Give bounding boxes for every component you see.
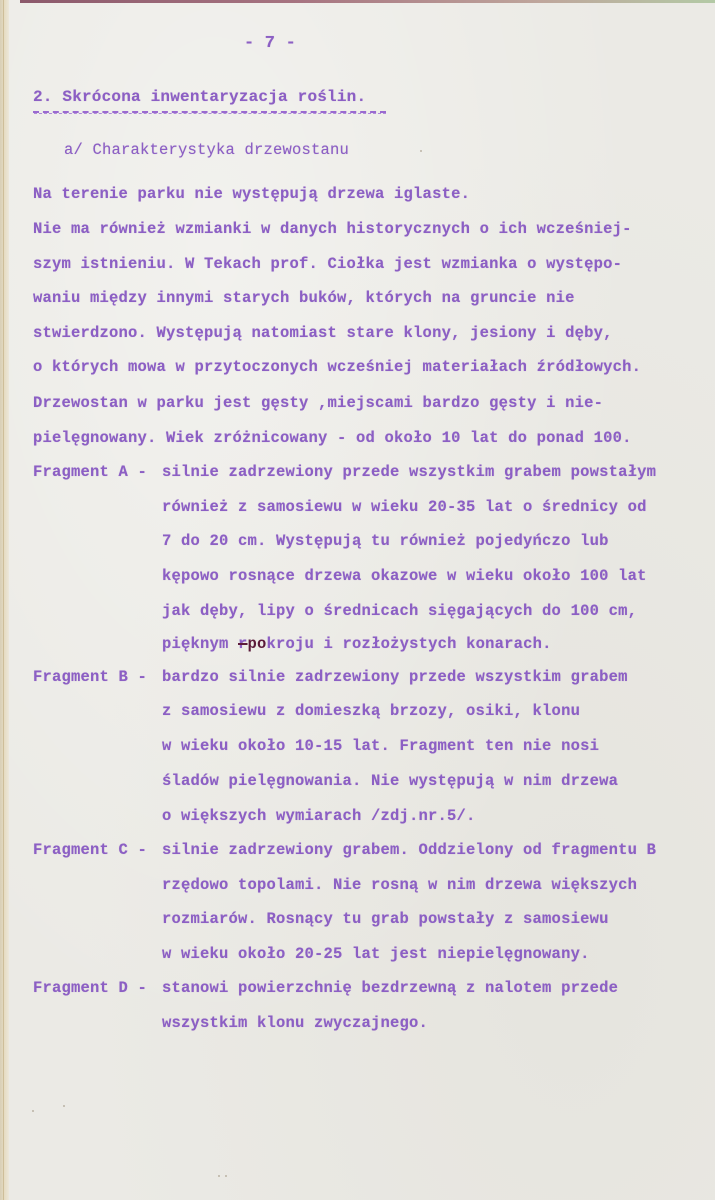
fragment-d-line: stanowi powierzchnię bezdrzewną z nalotem przede	[162, 979, 619, 997]
scan-edge-left-line	[3, 0, 4, 1200]
fragment-c-label: Fragment C -	[33, 841, 148, 859]
paper-speck	[420, 150, 422, 152]
fragment-d-label: Fragment D -	[33, 979, 148, 997]
fragment-b-label: Fragment B -	[33, 668, 148, 686]
paper-speck	[32, 1110, 34, 1112]
struck-typed-text: r	[238, 635, 248, 653]
fragment-a-line: 7 do 20 cm. Występują tu również pojedyńczo lub	[162, 532, 609, 550]
fragment-a-line-prefix: pięknym	[162, 635, 239, 653]
handwritten-correction: po	[247, 635, 267, 653]
fragment-a-label: Fragment A -	[33, 463, 148, 481]
fragment-a-line: jak dęby, lipy o średnicach sięgających do 100 cm,	[162, 602, 638, 620]
fragment-c-line: w wieku około 20-25 lat jest niepielęgnowany.	[162, 945, 590, 963]
fragment-b-line: z samosiewu z domieszką brzozy, osiki, klonu	[162, 702, 581, 720]
page-number: - 7 -	[244, 34, 297, 53]
body-line: waniu między innymi starych buków, których na gruncie nie	[33, 289, 575, 307]
fragment-c-line: rzędowo topolami. Nie rosną w nim drzewa większych	[162, 876, 638, 894]
fragment-b-line: w wieku około 10-15 lat. Fragment ten nie nosi	[162, 737, 600, 755]
fragment-c-line: rozmiarów. Rosnący tu grab powstały z samosiewu	[162, 910, 609, 928]
paper-speck	[225, 1175, 227, 1177]
paper-speck	[63, 1105, 65, 1107]
body-line: o których mowa w przytoczonych wcześniej materiałach źródłowych.	[33, 358, 642, 376]
section-title-underline	[34, 113, 386, 114]
scan-edge-top	[20, 0, 715, 3]
scan-edge-left	[0, 0, 9, 1200]
body-line: szym istnieniu. W Tekach prof. Ciołka jest wzmianka o występo-	[33, 255, 623, 273]
paper-speck	[218, 1175, 220, 1177]
fragment-d-line: wszystkim klonu zwyczajnego.	[162, 1014, 429, 1032]
body-line: stwierdzono. Występują natomiast stare klony, jesiony i dęby,	[33, 324, 613, 342]
subsection-title: a/ Charakterystyka drzewostanu	[64, 141, 350, 159]
body-line: Drzewostan w parku jest gęsty ,miejscami bardzo gęsty i nie-	[33, 394, 604, 412]
fragment-a-line: również z samosiewu w wieku 20-35 lat o średnicy od	[162, 498, 647, 516]
fragment-a-line-corrected	[162, 634, 552, 654]
fragment-b-line: o większych wymiarach /zdj.nr.5/.	[162, 807, 476, 825]
section-title: 2. Skrócona inwentaryzacja roślin.	[33, 88, 367, 106]
fragment-b-line: bardzo silnie zadrzewiony przede wszystkim grabem	[162, 668, 628, 686]
fragment-a-line: kępowo rosnące drzewa okazowe w wieku około 100 lat	[162, 567, 647, 585]
body-line: pielęgnowany. Wiek zróżnicowany - od około 10 lat do ponad 100.	[33, 429, 632, 447]
body-line: Nie ma również wzmianki w danych historycznych o ich wcześniej-	[33, 220, 632, 238]
body-line: Na terenie parku nie występują drzewa iglaste.	[33, 185, 471, 203]
fragment-a-line: silnie zadrzewiony przede wszystkim grabem powstałym	[162, 463, 657, 481]
fragment-c-line: silnie zadrzewiony grabem. Oddzielony od fragmentu B	[162, 841, 657, 859]
fragment-a-line-suffix: kroju i rozłożystych konarach.	[266, 635, 552, 653]
fragment-b-line: śladów pielęgnowania. Nie występują w nim drzewa	[162, 772, 619, 790]
